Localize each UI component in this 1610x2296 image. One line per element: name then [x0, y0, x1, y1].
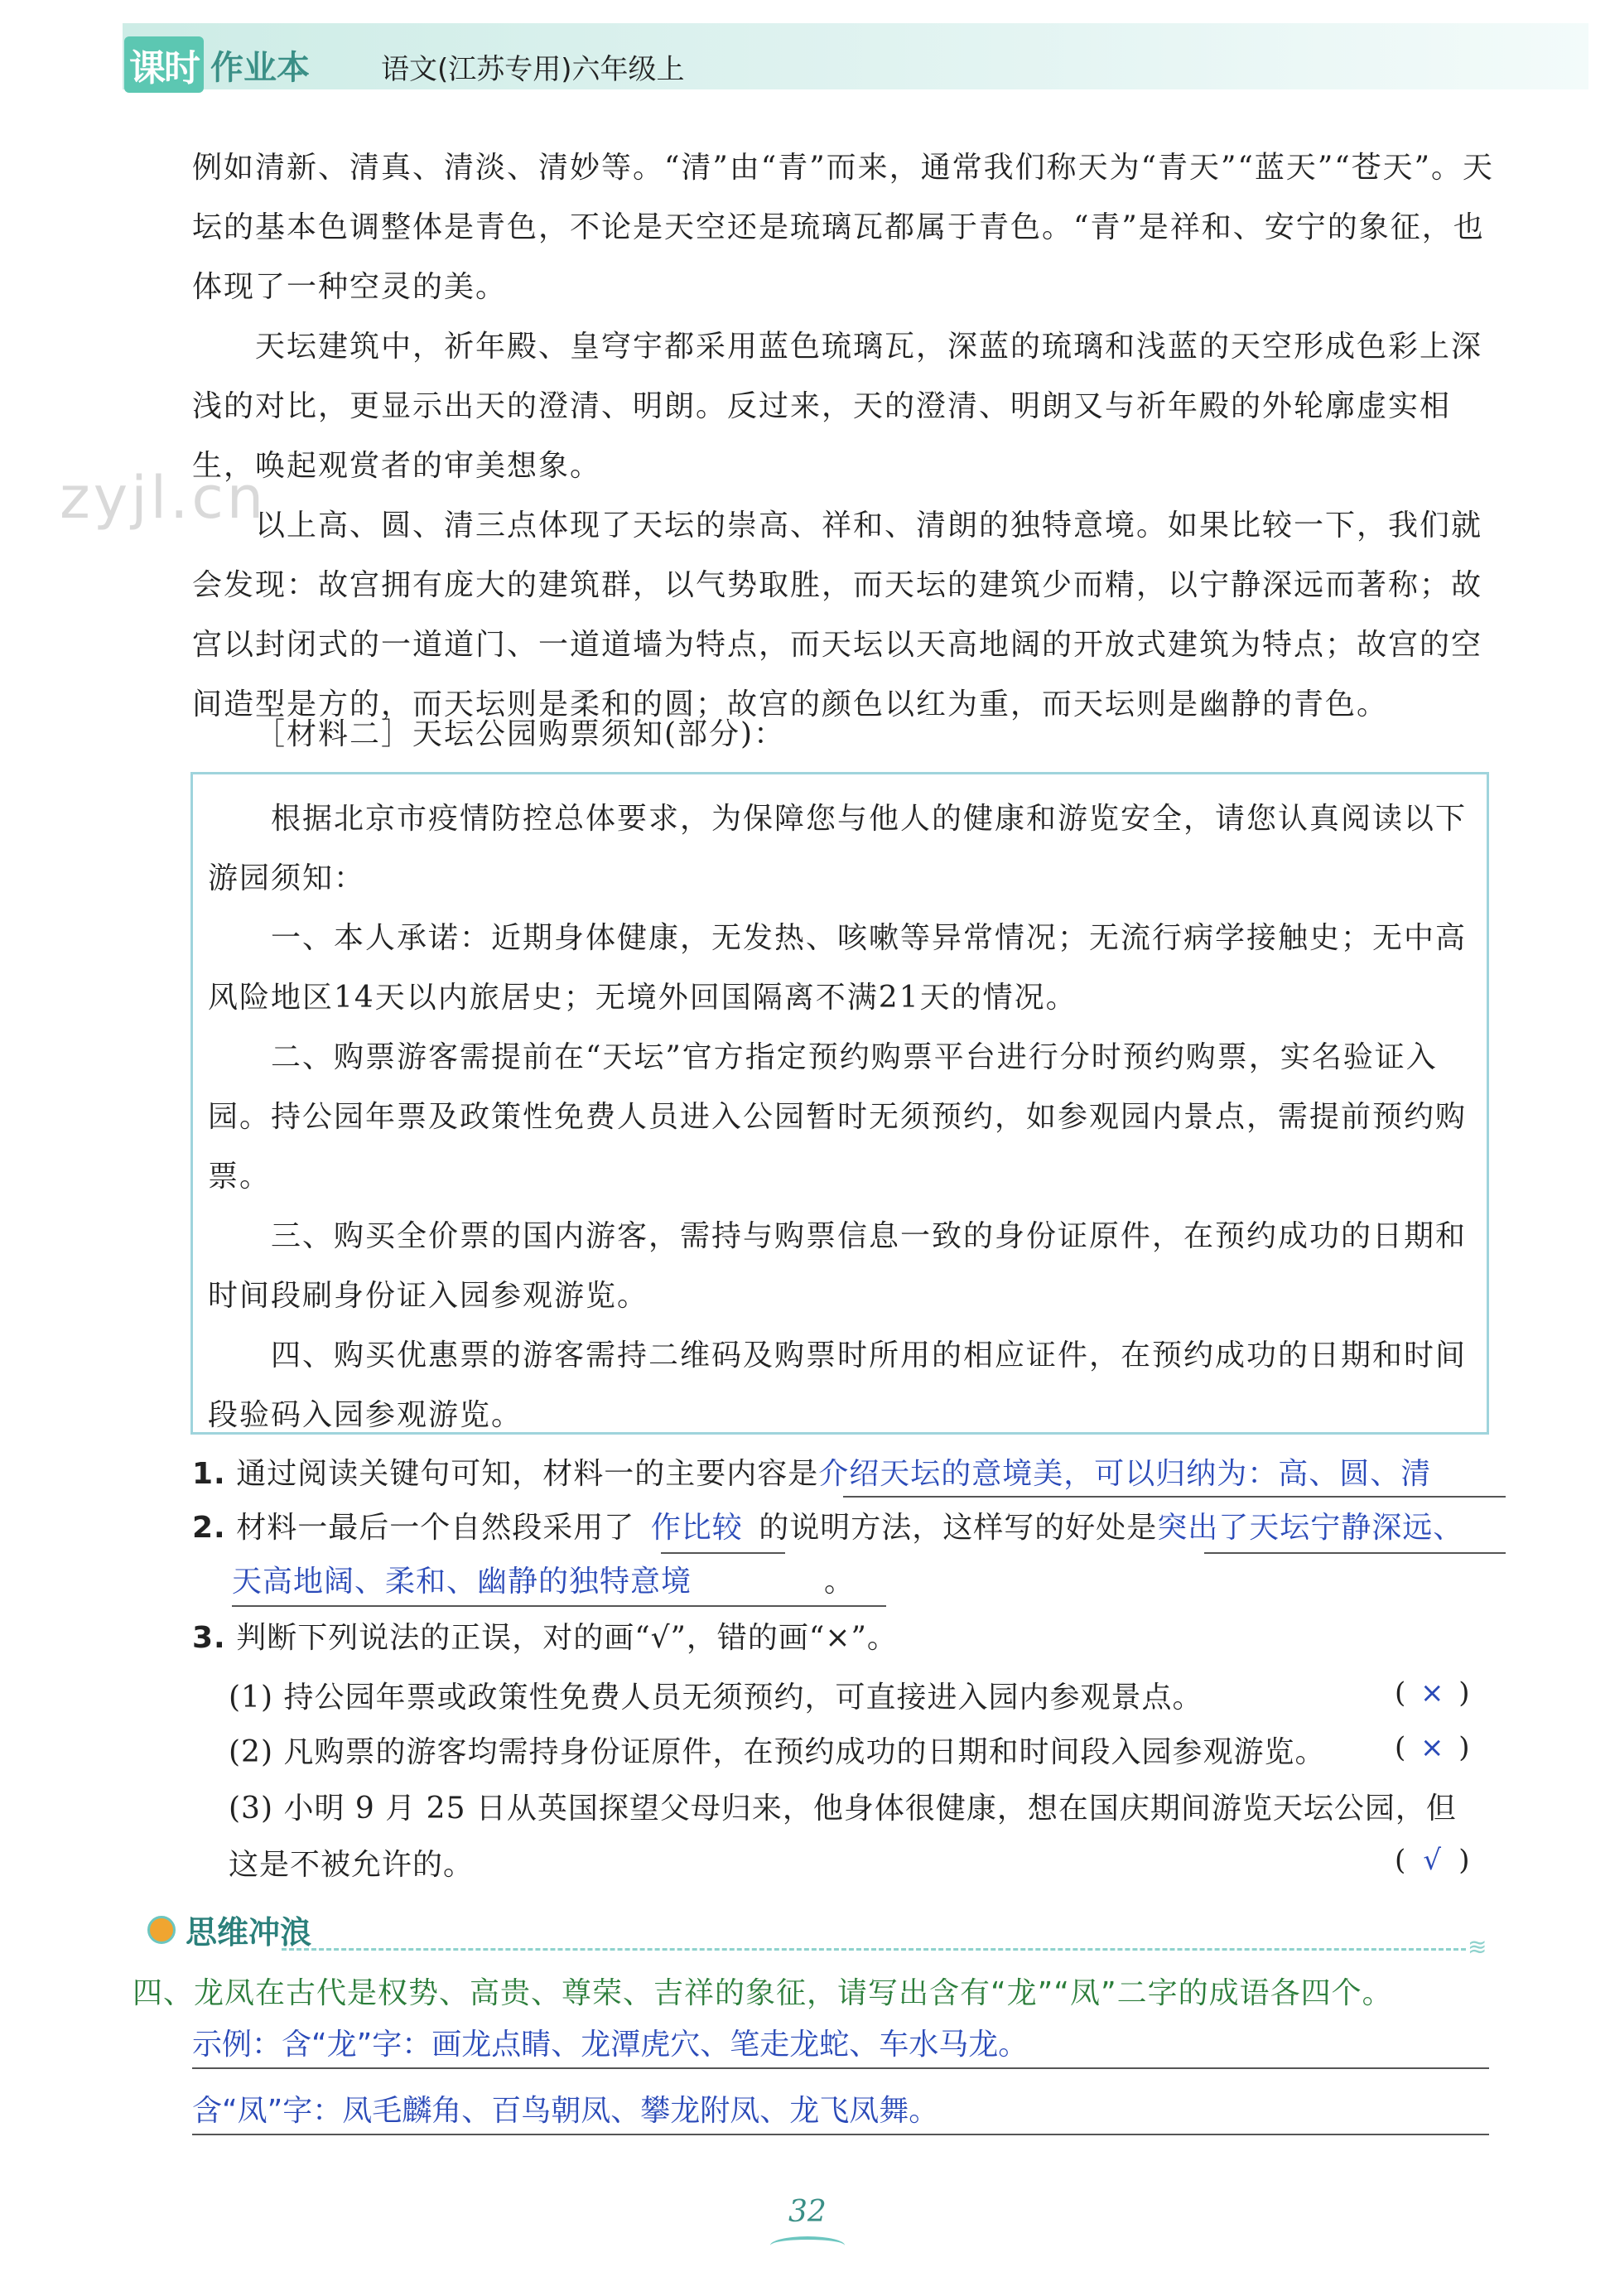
paren-close: ) [1458, 1731, 1470, 1764]
thinking-icon [147, 1916, 176, 1944]
material1-paragraph-1: 例如清新、清真、清淡、清妙等。“清”由“青”而来，通常我们称天为“青天”“蓝天”“苍天”。天坛的基本色调整体是青色，不论是天空还是琉璃瓦都属于青色。“青”是祥和、安宁的象征，也体现了一种空灵的美。 [192, 151, 1495, 304]
page-number: 32 [788, 2195, 827, 2229]
question-3-text: 判断下列说法的正误，对的画“√”，错的画“×”。 [236, 1621, 898, 1655]
question-2 [192, 1503, 1463, 1553]
question-3-item-1-answer-box [1395, 1676, 1470, 1710]
logo [124, 36, 310, 93]
notice-item-3: 三、购买全价票的国内游客，需持与购票信息一致的身份证原件，在预约成功的日期和时间段刷身份证入园参观游览。 [208, 1219, 1468, 1313]
question-2-continued [232, 1557, 855, 1607]
header-bar [123, 23, 1588, 89]
question-4: 四、龙凤在古代是权势、高贵、尊荣、吉祥的象征，请写出含有“龙”“凤”二字的成语各四个。 [133, 1976, 1393, 2010]
question-1 [192, 1449, 1431, 1499]
question-2-answer-b1: 突出了天坛宁静深远、 [1157, 1511, 1464, 1545]
logo-mark: 课时 [124, 36, 204, 93]
ticket-notice-box [190, 772, 1489, 1435]
paren-close: ) [1458, 1676, 1470, 1710]
question-3-item-2-answer: × [1420, 1731, 1444, 1764]
question-3-item-3: (3) 小明 9 月 25 日从英国探望父母归来，他身体很健康，想在国庆期间游览天坛公园，但 [229, 1792, 1457, 1826]
wave-icon: ≋ [1468, 1933, 1487, 1961]
question-4-answer-dragon: 示例：含“龙”字：画龙点睛、龙潭虎穴、笔走龙蛇、车水马龙。 [192, 2028, 1029, 2062]
answer-line [192, 2134, 1489, 2135]
book-icon [770, 2236, 845, 2255]
question-3-item-1: (1) 持公园年票或政策性免费人员无须预约，可直接进入园内参观景点。 [229, 1681, 1203, 1715]
subject-title: 语文(江苏专用)六年级上 [381, 53, 685, 86]
paren-close: ) [1458, 1844, 1470, 1877]
question-1-answer: 介绍天坛的意境美，可以归纳为：高、圆、清 [818, 1457, 1432, 1491]
material1-paragraph-2: 天坛建筑中，祈年殿、皇穹宇都采用蓝色琉璃瓦，深蓝的琉璃和浅蓝的天空形成色彩上深浅的对比，更显示出天的澄清、明朗。反过来，天的澄清、明朗又与祈年殿的外轮廓虚实相生，唤起观赏者的审美想象。 [192, 330, 1483, 483]
question-2-end: 。 [824, 1565, 856, 1599]
question-2-answer-b2: 天高地阔、柔和、幽静的独特意境 [232, 1565, 692, 1599]
question-3-item-3-answer-box [1395, 1844, 1470, 1877]
answer-line [192, 2067, 1489, 2069]
question-2-number: 2. [192, 1511, 226, 1545]
question-2-text-a: 材料一最后一个自然段采用了 [236, 1511, 635, 1545]
logo-text: 作业本 [210, 48, 310, 87]
answer-line [843, 1496, 1506, 1498]
question-1-number: 1. [192, 1457, 226, 1491]
question-4-answer-phoenix: 含“凤”字：凤毛麟角、百鸟朝凤、攀龙附凤、龙飞凤舞。 [192, 2094, 939, 2128]
notice-item-4: 四、购买优惠票的游客需持二维码及购票时所用的相应证件，在预约成功的日期和时间段验码入园参观游览。 [208, 1339, 1468, 1432]
answer-line [661, 1552, 785, 1554]
question-3-item-3-answer: √ [1423, 1844, 1442, 1877]
paren-open: ( [1395, 1676, 1406, 1710]
notice-intro: 根据北京市疫情防控总体要求，为保障您与他人的健康和游览安全，请您认真阅读以下游园须知： [208, 802, 1468, 895]
notice-item-1: 一、本人承诺：近期身体健康，无发热、咳嗽等异常情况；无流行病学接触史；无中高风险地区14天以内旅居史；无境外回国隔离不满21天的情况。 [208, 921, 1468, 1015]
question-1-text: 通过阅读关键句可知，材料一的主要内容是 [236, 1457, 819, 1491]
paren-open: ( [1395, 1731, 1406, 1764]
material1-paragraph-3: 以上高、圆、清三点体现了天坛的崇高、祥和、清朗的独特意境。如果比较一下，我们就会发现：故宫拥有庞大的建筑群，以气势取胜，而天坛的建筑少而精，以宁静深远而著称；故宫以封闭式的一道道门、一道道墙为特点，而天坛以天高地阔的开放式建筑为特点；故宫的空间造型是方的，而天坛则是柔和的圆；故宫的颜色以红为重，而天坛则是幽静的青色。 [192, 509, 1483, 721]
question-3 [192, 1613, 898, 1663]
answer-line [1204, 1552, 1506, 1554]
section-header [147, 1907, 311, 1952]
material2-heading: ［材料二］天坛公园购票须知(部分)： [255, 717, 786, 751]
question-2-answer-a: 作比较 [650, 1511, 743, 1545]
section-title: 思维冲浪 [186, 1914, 312, 1951]
notice-item-2: 二、购票游客需提前在“天坛”官方指定预约购票平台进行分时预约购票，实名验证入园。持公园年票及政策性免费人员进入公园暂时无须预约，如参观园内景点，需提前预约购票。 [208, 1040, 1468, 1194]
answer-line [232, 1605, 886, 1607]
paren-open: ( [1395, 1844, 1406, 1877]
question-2-text-b: 的说明方法，这样写的好处是 [759, 1511, 1158, 1545]
question-3-item-3-line-2: 这是不被允许的。 [229, 1848, 475, 1882]
question-3-item-2-answer-box [1395, 1731, 1470, 1764]
watermark: zyjl.cn [60, 464, 268, 532]
question-3-number: 3. [192, 1621, 226, 1655]
section-divider [282, 1948, 1466, 1951]
question-3-item-1-answer: × [1420, 1676, 1444, 1710]
question-3-item-2: (2) 凡购票的游客均需持身份证原件，在预约成功的日期和时间段入园参观游览。 [229, 1735, 1326, 1769]
